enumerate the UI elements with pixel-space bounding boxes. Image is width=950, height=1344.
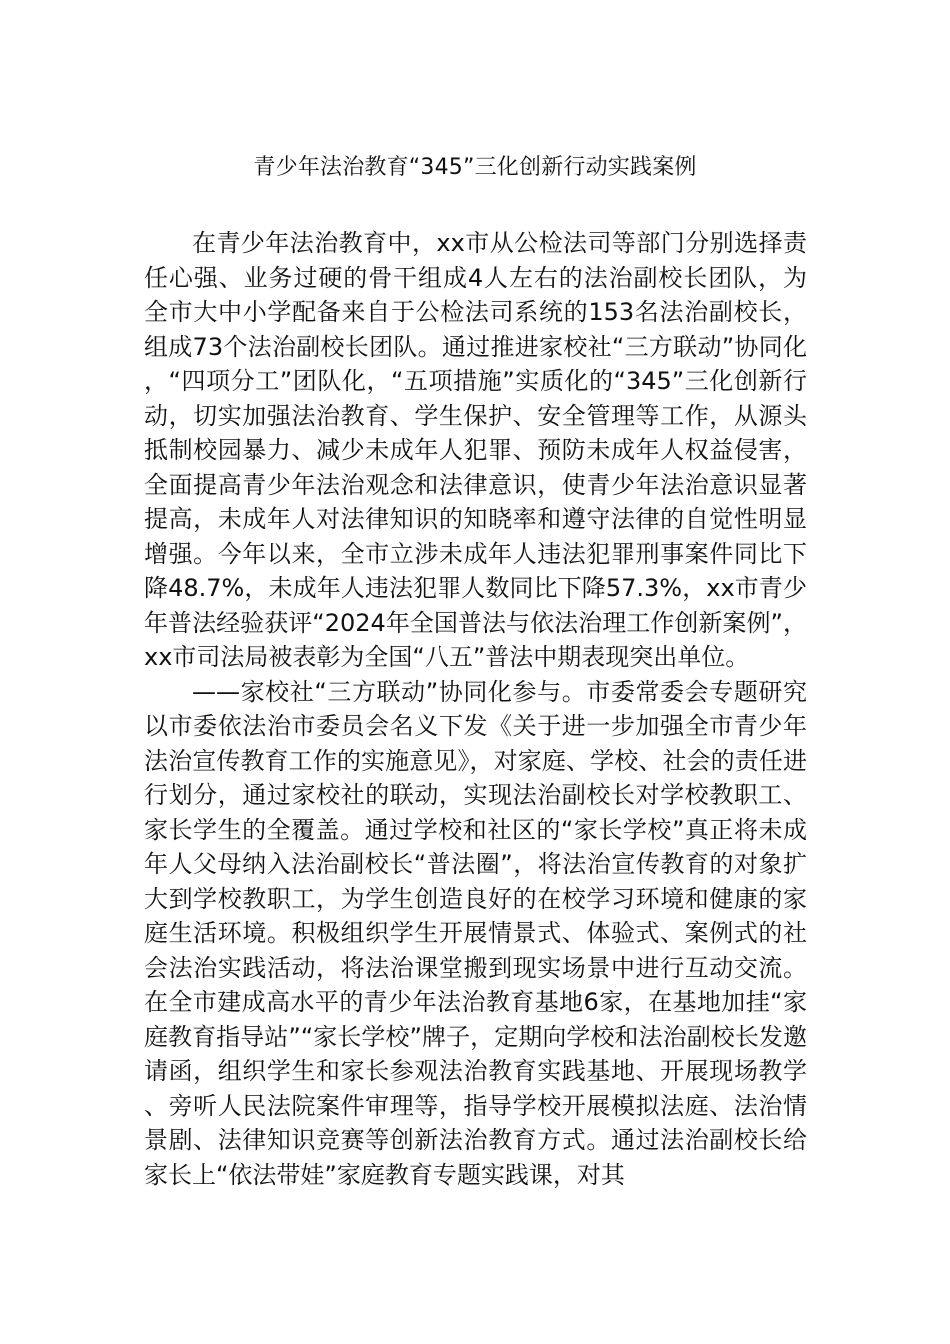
- document-body: [144, 226, 807, 1192]
- paragraph-intro: 在青少年法治教育中，xx市从公检法司等部门分别选择责任心强、业务过硬的骨干组成4人左右的法治副校长团队，为全市大中小学配备来自于公检法司系统的153名法治副校长，组成73个法治副校长团队。通过推进家校社“三方联动”协同化，“四项分工”团队化，“五项措施”实质化的“345”三化创新行动，切实加强法治教育、学生保护、安全管理等工作，从源头抵制校园暴力、减少未成年人犯罪、预防未成年人权益侵害，全面提高青少年法治观念和法律意识，使青少年法治意识显著提高，未成年人对法律知识的知晓率和遵守法律的自觉性明显增强。今年以来，全市立涉未成年人违法犯罪刑事案件同比下降48.7%，未成年人违法犯罪人数同比下降57.3%，xx市青少年普法经验获评“2024年全国普法与依法治理工作创新案例”，xx市司法局被表彰为全国“八五”普法中期表现突出单位。: [144, 229, 807, 671]
- document-title: 青少年法治教育“345”三化创新行动实践案例: [253, 155, 697, 180]
- paragraph-three-party-linkage: ——家校社“三方联动”协同化参与。市委常委会专题研究以市委依法治市委员会名义下发《关于进一步加强全市青少年法治宣传教育工作的实施意见》，对家庭、学校、社会的责任进行划分，通过家校社的联动，实现法治副校长对学校教职工、家长学生的全覆盖。通过学校和社区的“家长学校”真正将未成年人父母纳入法治副校长“普法圈”，将法治宣传教育的对象扩大到学校教职工，为学生创造良好的在校学习环境和健康的家庭生活环境。积极组织学生开展情景式、体验式、案例式的社会法治实践活动，将法治课堂搬到现实场景中进行互动交流。在全市建成高水平的青少年法治教育基地6家，在基地加挂“家庭教育指导站”“家长学校”牌子，定期向学校和法治副校长发邀请函，组织学生和家长参观法治教育实践基地、开展现场教学、旁听人民法院案件审理等，指导学校开展模拟法庭、法治情景剧、法律知识竞赛等创新法治教育方式。通过法治副校长给家长上“依法带娃”家庭教育专题实践课，对其: [144, 677, 807, 1189]
